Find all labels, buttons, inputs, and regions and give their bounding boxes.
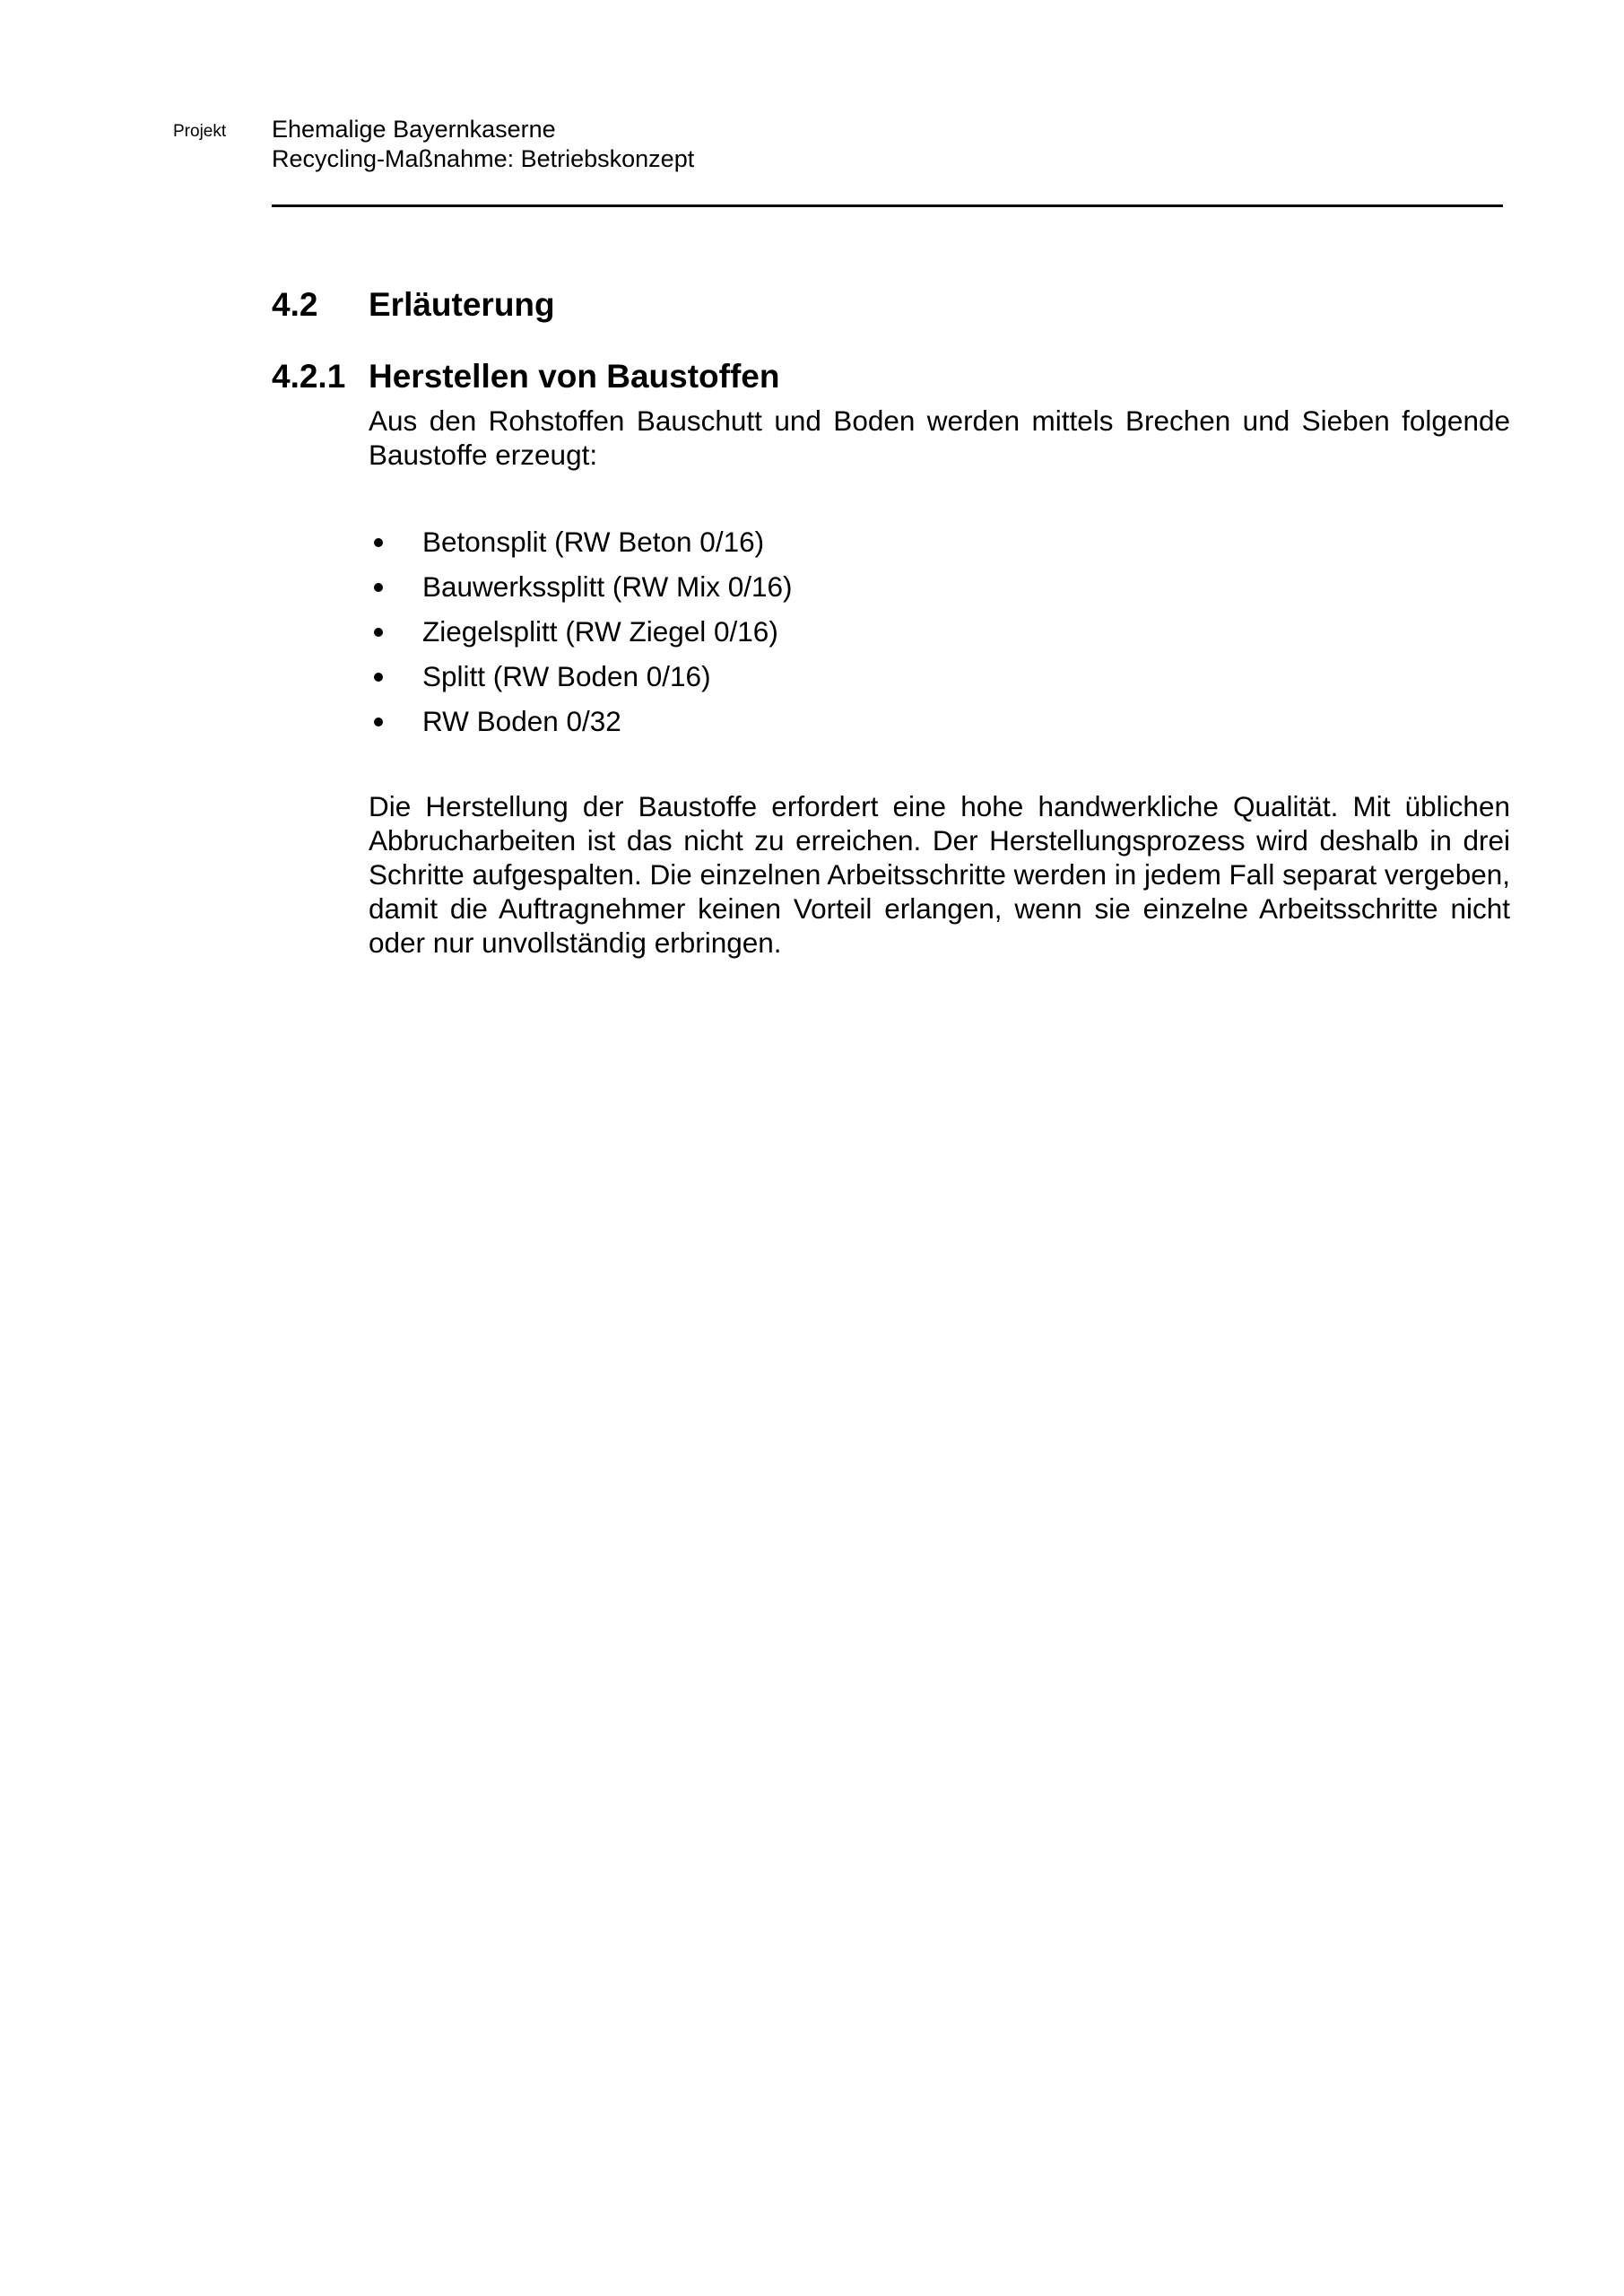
project-subtitle: Recycling-Maßnahme: Betriebskonzept (272, 145, 695, 172)
list-item (369, 704, 793, 749)
section-title: Erläuterung (369, 286, 555, 323)
list-item (369, 570, 793, 614)
list-item-text: Bauwerkssplitt (RW Mix 0/16) (422, 570, 793, 603)
list-item-text: Ziegelsplitt (RW Ziegel 0/16) (422, 615, 778, 648)
subsection-title: Herstellen von Baustoffen (369, 358, 780, 395)
header-project (272, 115, 694, 174)
intro-paragraph: Aus den Rohstoffen Bauschutt und Boden werden mittels Brechen und Sieben folgende Baustoffe erzeugt: (369, 404, 1510, 471)
bullet-icon (374, 673, 383, 682)
list-item-text: RW Boden 0/32 (422, 705, 621, 737)
header-label: Projekt (173, 122, 227, 141)
subsection-number: 4.2.1 (272, 358, 346, 395)
list-item-text: Splitt (RW Boden 0/16) (422, 660, 711, 692)
section-number: 4.2 (272, 286, 318, 323)
list-item (369, 659, 793, 704)
bullet-icon (374, 583, 383, 592)
explanation-paragraph: Die Herstellung der Baustoffe erfordert eine hohe handwerkliche Qualität. Mit üblichen Abbrucharbeiten ist das nicht zu erreichen. Der Herstellungsprozess wird deshalb in drei Schritte aufgespalten. Die einzelnen Arbeitsschritte werden in jedem Fall separat vergeben, damit die Auftragnehmer keinen Vorteil erlangen, wenn sie einzelne Arbeitsschritte nicht oder nur unvollständig erbringen. (369, 790, 1510, 959)
header-divider (272, 204, 1503, 207)
bullet-icon (374, 718, 383, 726)
list-item (369, 614, 793, 659)
bullet-icon (374, 628, 383, 637)
list-item-text: Betonsplit (RW Beton 0/16) (422, 526, 765, 558)
bullet-icon (374, 538, 383, 547)
list-item (369, 525, 793, 570)
project-name: Ehemalige Bayernkaserne (272, 116, 556, 143)
material-list (369, 525, 793, 749)
